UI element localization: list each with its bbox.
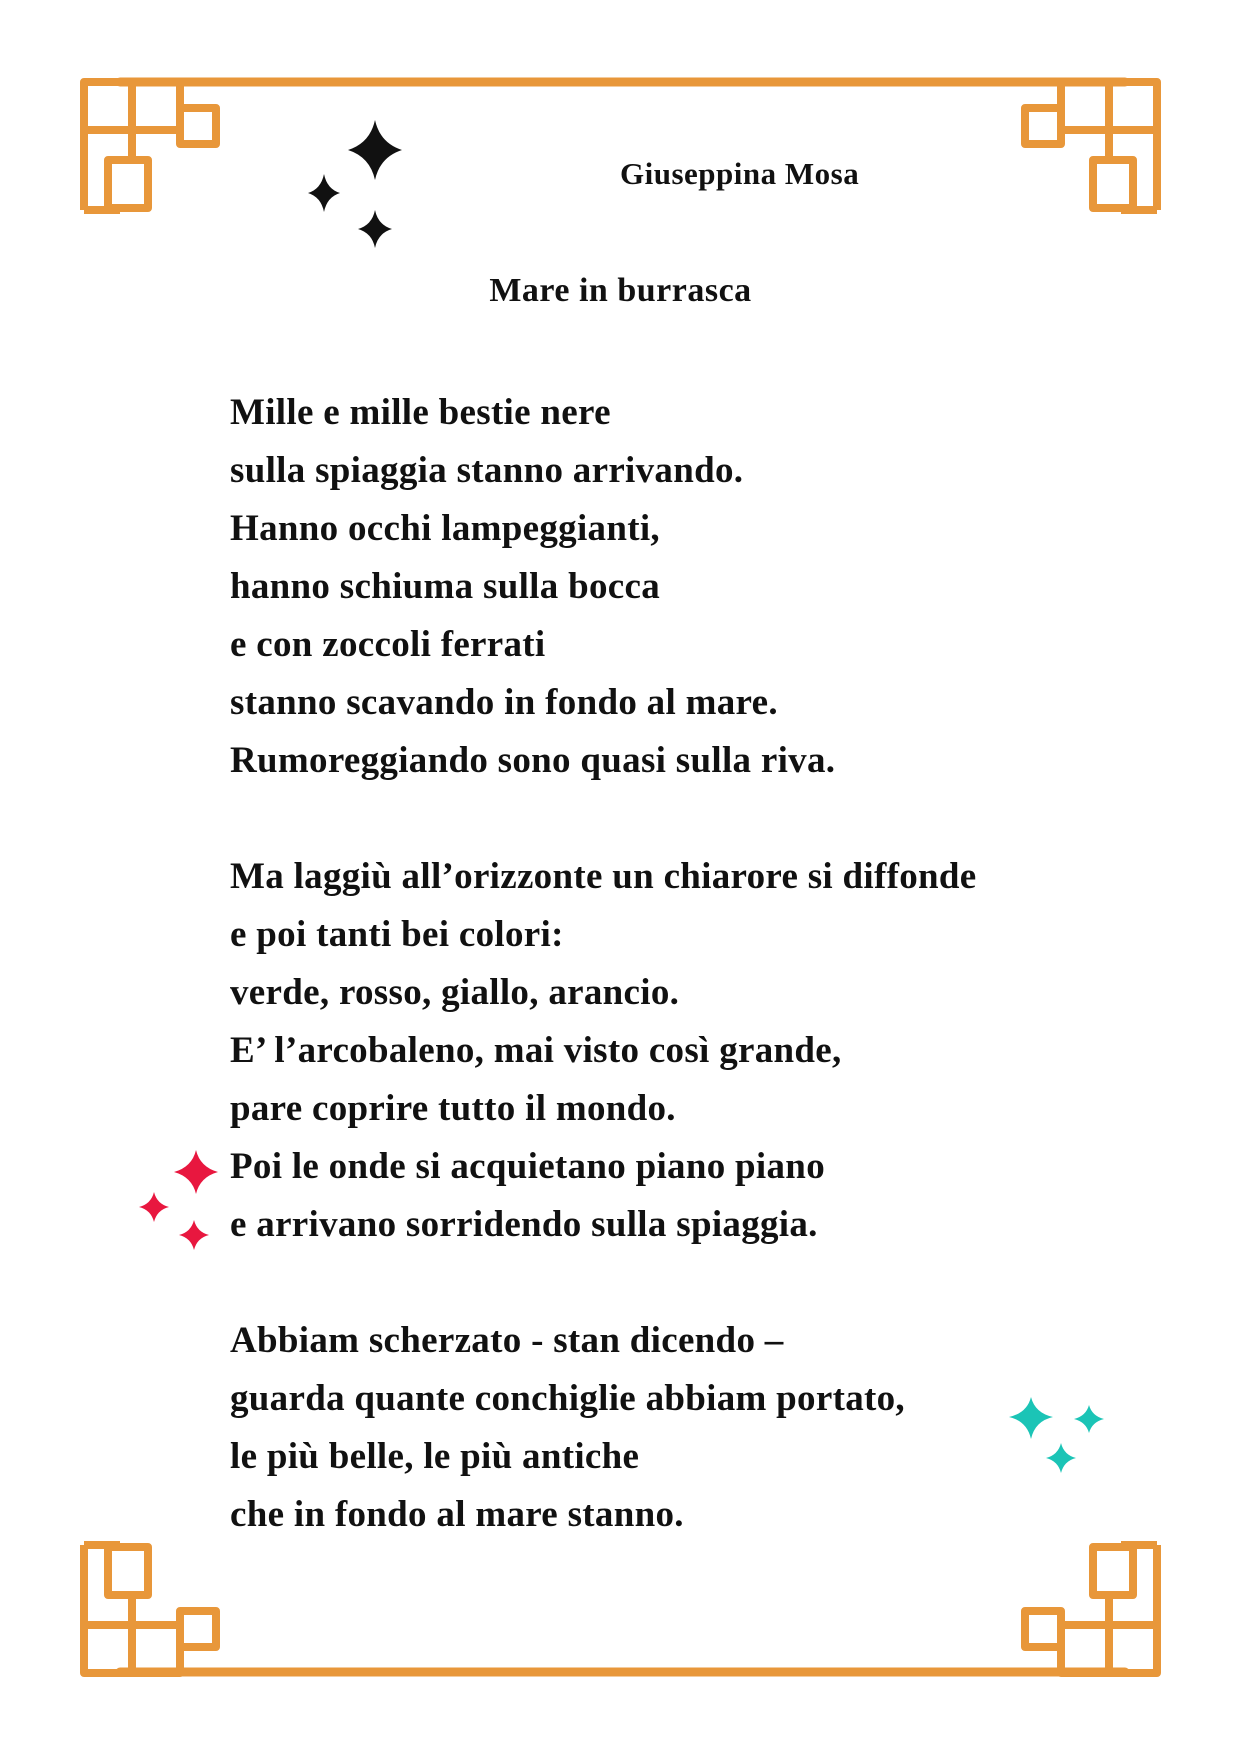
poem-line: E’ l’arcobaleno, mai visto così grande, (230, 1030, 842, 1071)
stanza-2 (230, 848, 1050, 1254)
poem-line: guarda quante conchiglie abbiam portato, (230, 1378, 905, 1419)
poem-line: Hanno occhi lampeggianti, (230, 508, 660, 549)
poem-line: Ma laggiù all’orizzonte un chiarore si diffonde (230, 856, 977, 897)
poem-line: Abbiam scherzato - stan dicendo – (230, 1320, 784, 1361)
poem-line: Rumoreggiando sono quasi sulla riva. (230, 740, 836, 781)
poem-line: hanno schiuma sulla bocca (230, 566, 661, 607)
poem-title: Mare in burrasca (489, 272, 752, 309)
poem-line: e con zoccoli ferrati (230, 624, 546, 665)
poem-line: sulla spiaggia stanno arrivando. (230, 450, 744, 491)
black-sparkles-icon (300, 118, 410, 253)
poem-body (230, 384, 1050, 1602)
poem-line: stanno scavando in fondo al mare. (230, 682, 778, 723)
poem-line: che in fondo al mare stanno. (230, 1494, 684, 1535)
poem-line: pare coprire tutto il mondo. (230, 1088, 676, 1129)
author-name: Giuseppina Mosa (620, 156, 860, 191)
poem-line: e arrivano sorridendo sulla spiaggia. (230, 1204, 818, 1245)
red-sparkles-icon (136, 1148, 226, 1253)
poem-line: Mille e mille bestie nere (230, 392, 611, 433)
poem-line: verde, rosso, giallo, arancio. (230, 972, 680, 1013)
stanza-3 (230, 1312, 1050, 1544)
poem-line: e poi tanti bei colori: (230, 914, 564, 955)
poem-line: Poi le onde si acquietano piano piano (230, 1146, 825, 1187)
poem-line: le più belle, le più antiche (230, 1436, 640, 1477)
stanza-1 (230, 384, 1050, 790)
